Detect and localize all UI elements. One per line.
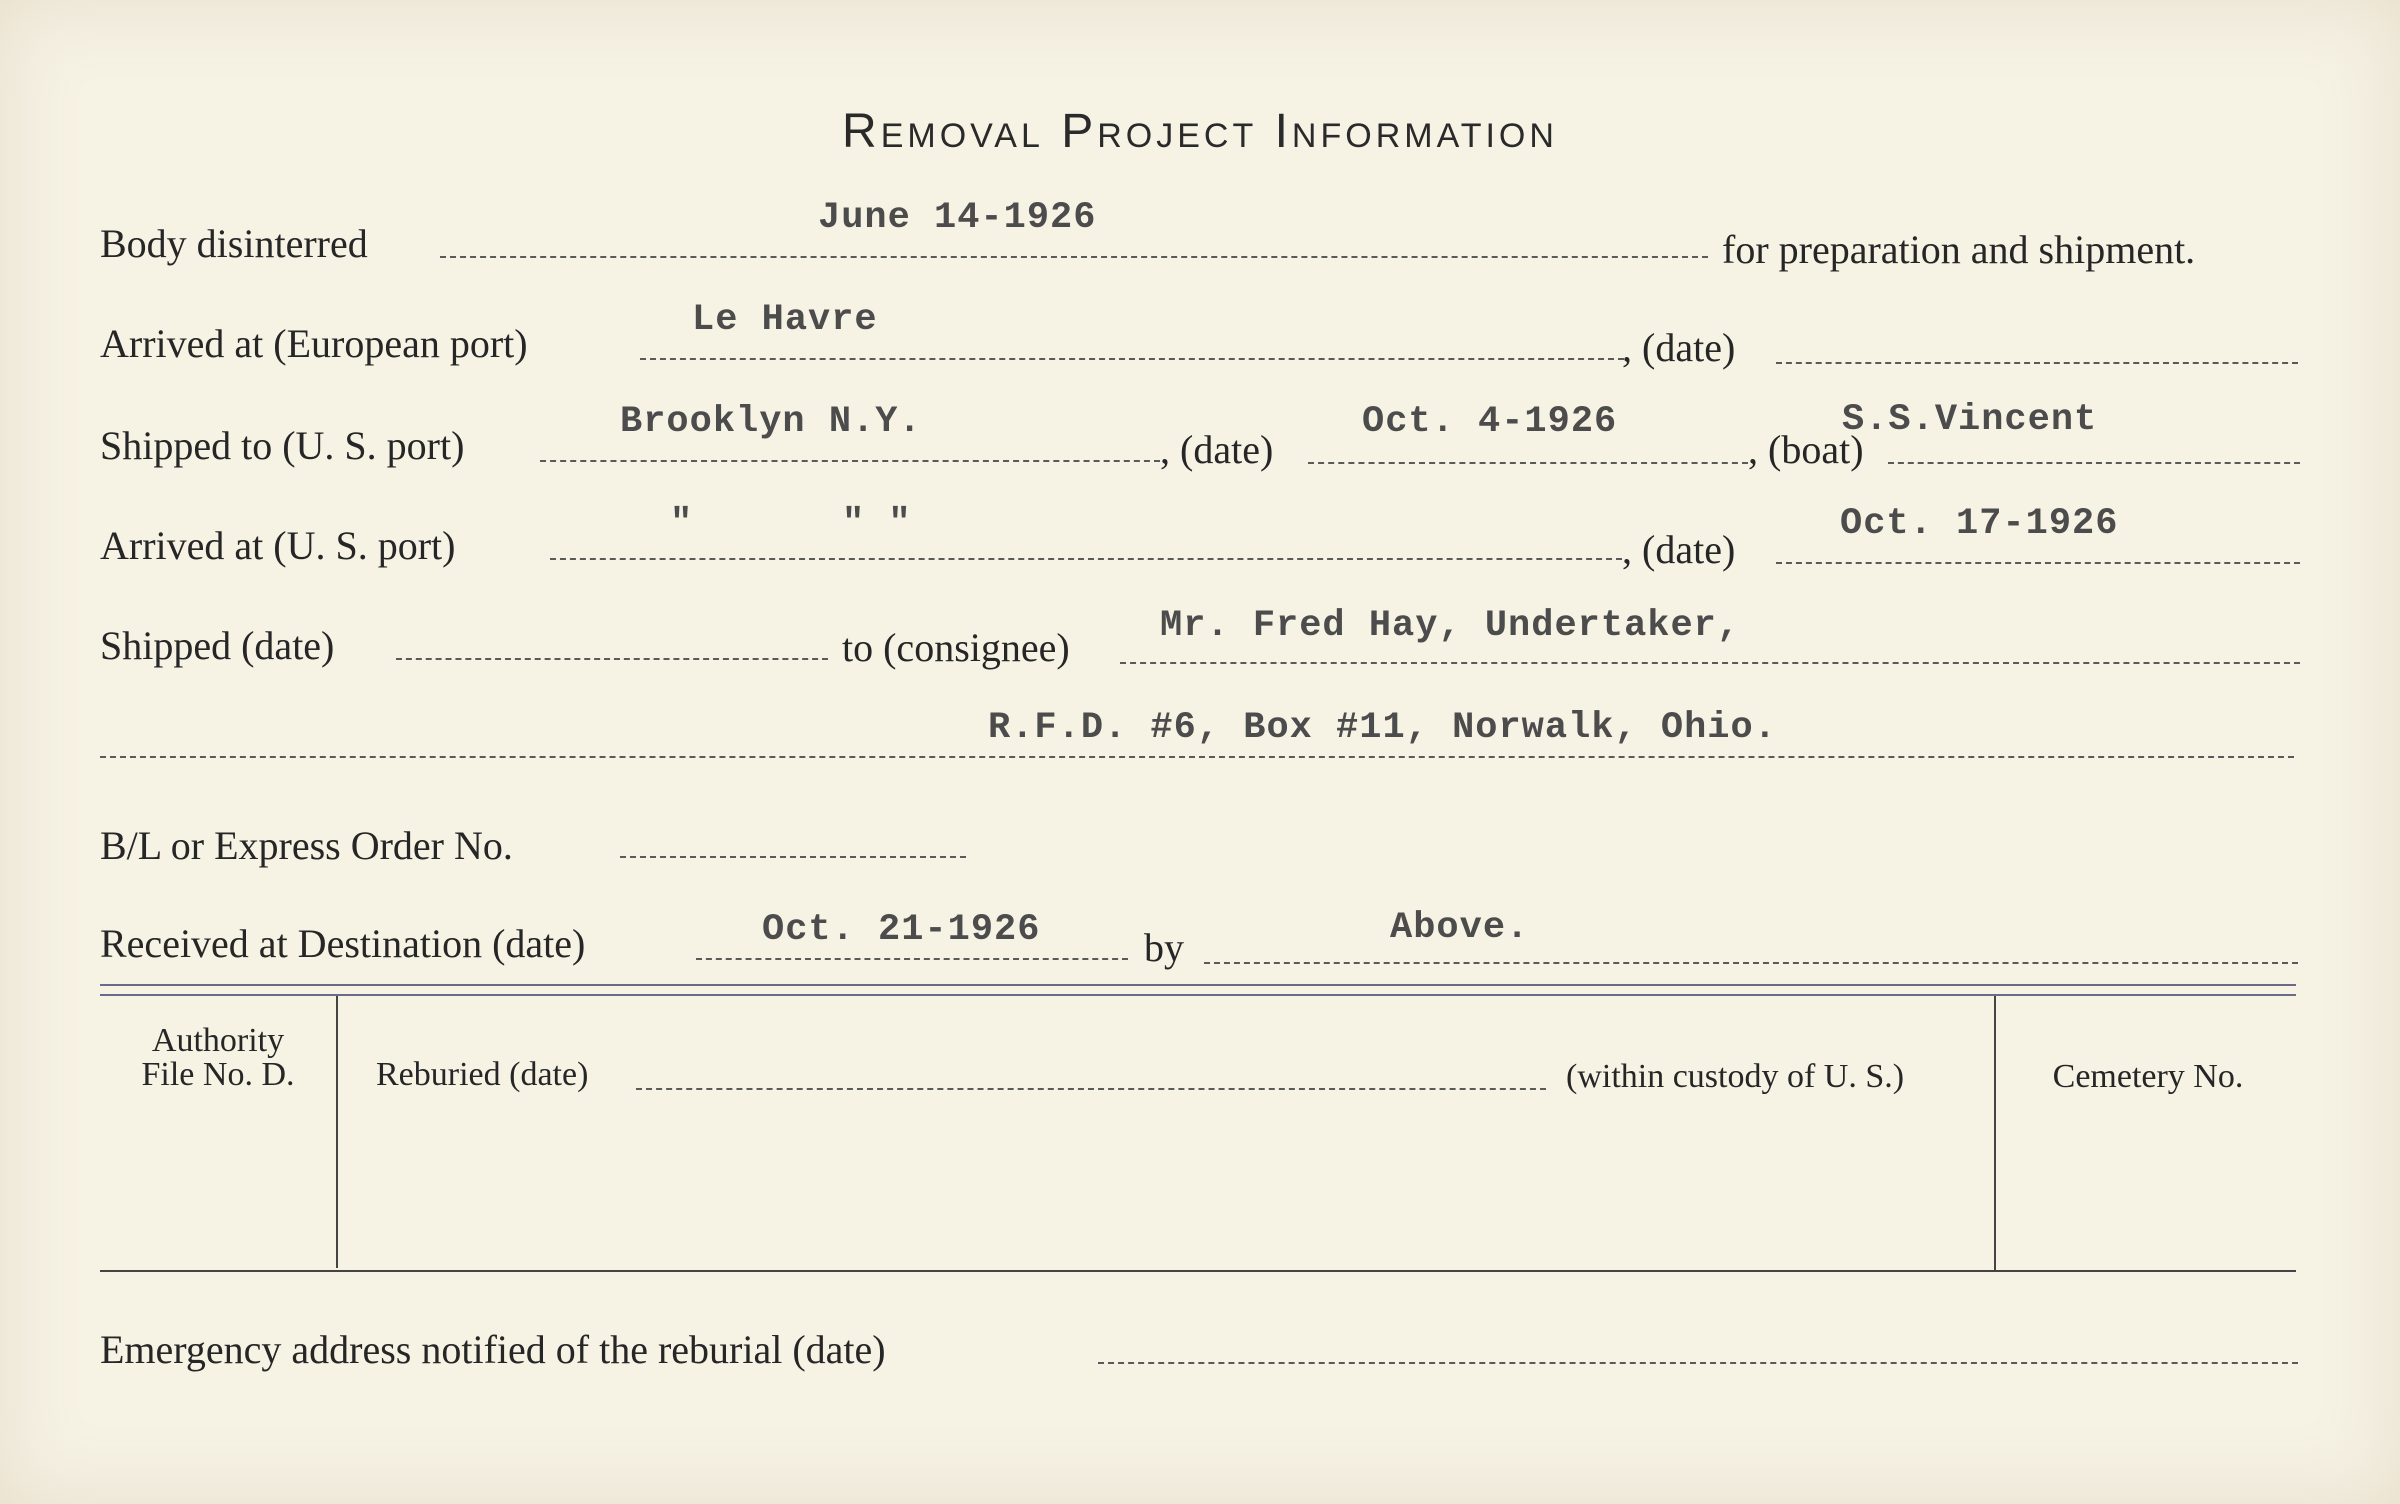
shipped-us-date-label: , (date) xyxy=(1160,427,1274,472)
bl-label: B/L or Express Order No. xyxy=(100,823,513,868)
by-label: by xyxy=(1144,925,1184,970)
for-preparation-text: for preparation and shipment. xyxy=(1722,227,2196,272)
arrived-european-value: Le Havre xyxy=(692,299,878,341)
table-divider-left xyxy=(336,996,338,1268)
emergency-label: Emergency address notified of the reburial (date) xyxy=(100,1327,886,1372)
received-line xyxy=(696,958,1128,960)
arrived-us-line xyxy=(550,558,1622,560)
reburied-label: Reburied (date) xyxy=(376,1056,589,1093)
arrived-us-ditto-2: " " xyxy=(842,503,912,545)
boat-value: S.S.Vincent xyxy=(1842,399,2098,441)
authority-label-line1: Authority xyxy=(151,1022,285,1059)
reburied-line xyxy=(636,1088,1546,1090)
shipped-date-line xyxy=(396,658,828,660)
custody-label: (within custody of U. S.) xyxy=(1566,1058,1905,1095)
received-label: Received at Destination (date) xyxy=(100,921,586,966)
table-bottom-rule xyxy=(100,1270,2296,1272)
emergency-line xyxy=(1098,1362,2298,1364)
arrived-european-label: Arrived at (European port) xyxy=(100,321,528,366)
bl-line xyxy=(620,856,966,858)
table-top-rule-2 xyxy=(100,994,2296,996)
card-title: Removal Project Information xyxy=(842,105,1558,158)
authority-label-line2: File No. D. xyxy=(141,1056,295,1093)
boat-line xyxy=(1888,462,2300,464)
body-disinterred-line xyxy=(440,256,1708,258)
body-disinterred-label: Body disinterred xyxy=(100,221,368,266)
table-top-rule-1 xyxy=(100,984,2296,986)
shipped-us-line xyxy=(540,460,1160,462)
shipped-us-label: Shipped to (U. S. port) xyxy=(100,423,465,468)
shipped-us-date-line xyxy=(1308,462,1748,464)
by-value: Above. xyxy=(1390,907,1530,949)
by-line xyxy=(1204,962,2298,964)
arrived-us-date-label: , (date) xyxy=(1622,527,1736,572)
arrived-european-line xyxy=(640,358,1624,360)
consignee-address-line xyxy=(100,756,2294,758)
table-divider-right xyxy=(1994,996,1996,1272)
arrived-us-label: Arrived at (U. S. port) xyxy=(100,523,456,568)
boat-label: , (boat) xyxy=(1748,427,1864,472)
arrived-european-date-label: , (date) xyxy=(1622,325,1736,370)
cemetery-label: Cemetery No. xyxy=(2052,1058,2244,1095)
arrived-european-date-line xyxy=(1776,362,2298,364)
consignee-address-value: R.F.D. #6, Box #11, Norwalk, Ohio. xyxy=(988,707,1777,749)
arrived-us-date-value: Oct. 17-1926 xyxy=(1840,503,2119,545)
arrived-us-ditto-1: " xyxy=(670,503,694,545)
arrived-us-date-line xyxy=(1776,562,2300,564)
consignee-value: Mr. Fred Hay, Undertaker, xyxy=(1160,605,1741,647)
body-disinterred-value: June 14-1926 xyxy=(818,197,1097,239)
consignee-label: to (consignee) xyxy=(842,625,1070,670)
shipped-us-date-value: Oct. 4-1926 xyxy=(1362,401,1618,443)
shipped-date-label: Shipped (date) xyxy=(100,623,335,668)
consignee-line xyxy=(1120,662,2300,664)
shipped-us-value: Brooklyn N.Y. xyxy=(620,401,922,443)
received-value: Oct. 21-1926 xyxy=(762,909,1041,951)
